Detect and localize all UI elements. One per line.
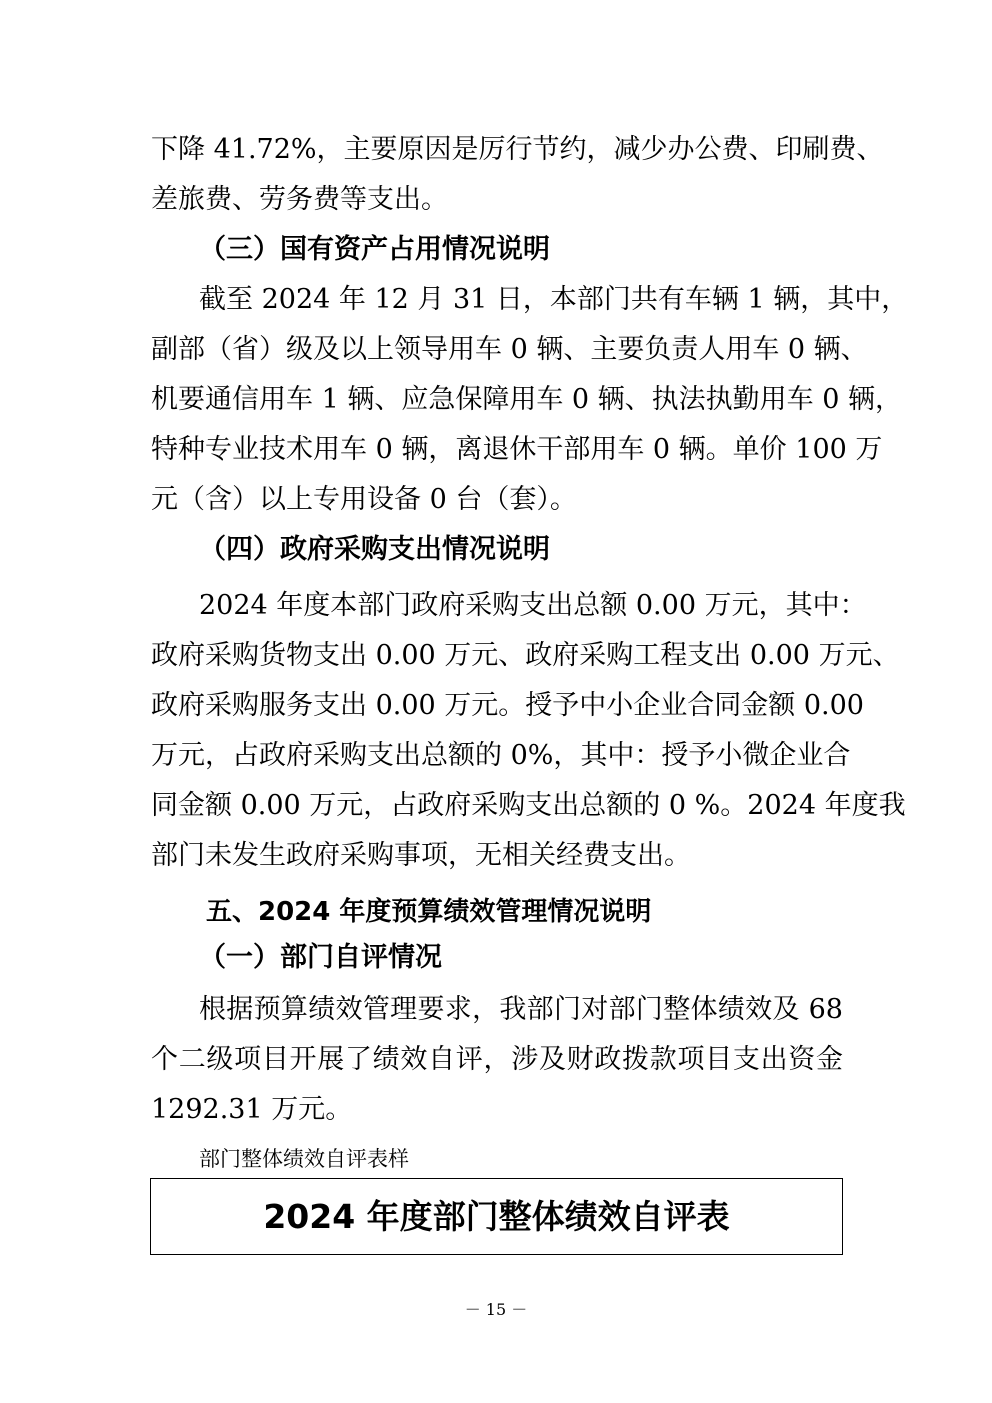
page-number: － 15 － — [464, 1300, 528, 1319]
paragraph-line: 元（含）以上专用设备 0 台（套）。 — [151, 484, 577, 515]
paragraph-line: 万元，占政府采购支出总额的 0%，其中：授予小微企业合 — [151, 740, 851, 771]
section-heading-3: （三）国有资产占用情况说明 — [199, 234, 550, 265]
table-header-box — [150, 1178, 843, 1255]
chapter-heading-5: 五、2024 年度预算绩效管理情况说明 — [206, 897, 652, 927]
paragraph-line: 1292.31 万元。 — [151, 1094, 353, 1125]
paragraph-line: 机要通信用车 1 辆、应急保障用车 0 辆、执法执勤用车 0 辆， — [151, 384, 903, 415]
paragraph-line: 同金额 0.00 万元，占政府采购支出总额的 0 %。2024 年度我 — [151, 790, 906, 821]
table-caption: 部门整体绩效自评表样 — [199, 1147, 409, 1171]
table-title: 2024 年度部门整体绩效自评表 — [263, 1196, 730, 1236]
paragraph-line: 部门未发生政府采购事项，无相关经费支出。 — [151, 840, 691, 871]
paragraph-line: 个二级项目开展了绩效自评，涉及财政拨款项目支出资金 — [151, 1044, 843, 1075]
paragraph-line: 政府采购服务支出 0.00 万元。授予中小企业合同金额 0.00 — [151, 690, 864, 721]
section-heading-5-1: （一）部门自评情况 — [199, 942, 442, 973]
paragraph-line: 差旅费、劳务费等支出。 — [151, 184, 448, 215]
paragraph-line: 特种专业技术用车 0 辆，离退休干部用车 0 辆。单价 100 万 — [151, 434, 883, 465]
paragraph-line: 根据预算绩效管理要求，我部门对部门整体绩效及 68 — [199, 994, 843, 1025]
paragraph-line: 2024 年度本部门政府采购支出总额 0.00 万元，其中： — [199, 590, 867, 621]
paragraph-line: 截至 2024 年 12 月 31 日，本部门共有车辆 1 辆，其中， — [199, 284, 909, 315]
paragraph-line: 下降 41.72%，主要原因是厉行节约，减少办公费、印刷费、 — [151, 134, 884, 165]
section-heading-4: （四）政府采购支出情况说明 — [199, 534, 550, 565]
paragraph-line: 政府采购货物支出 0.00 万元、政府采购工程支出 0.00 万元、 — [151, 640, 900, 671]
paragraph-line: 副部（省）级及以上领导用车 0 辆、主要负责人用车 0 辆、 — [151, 334, 868, 365]
